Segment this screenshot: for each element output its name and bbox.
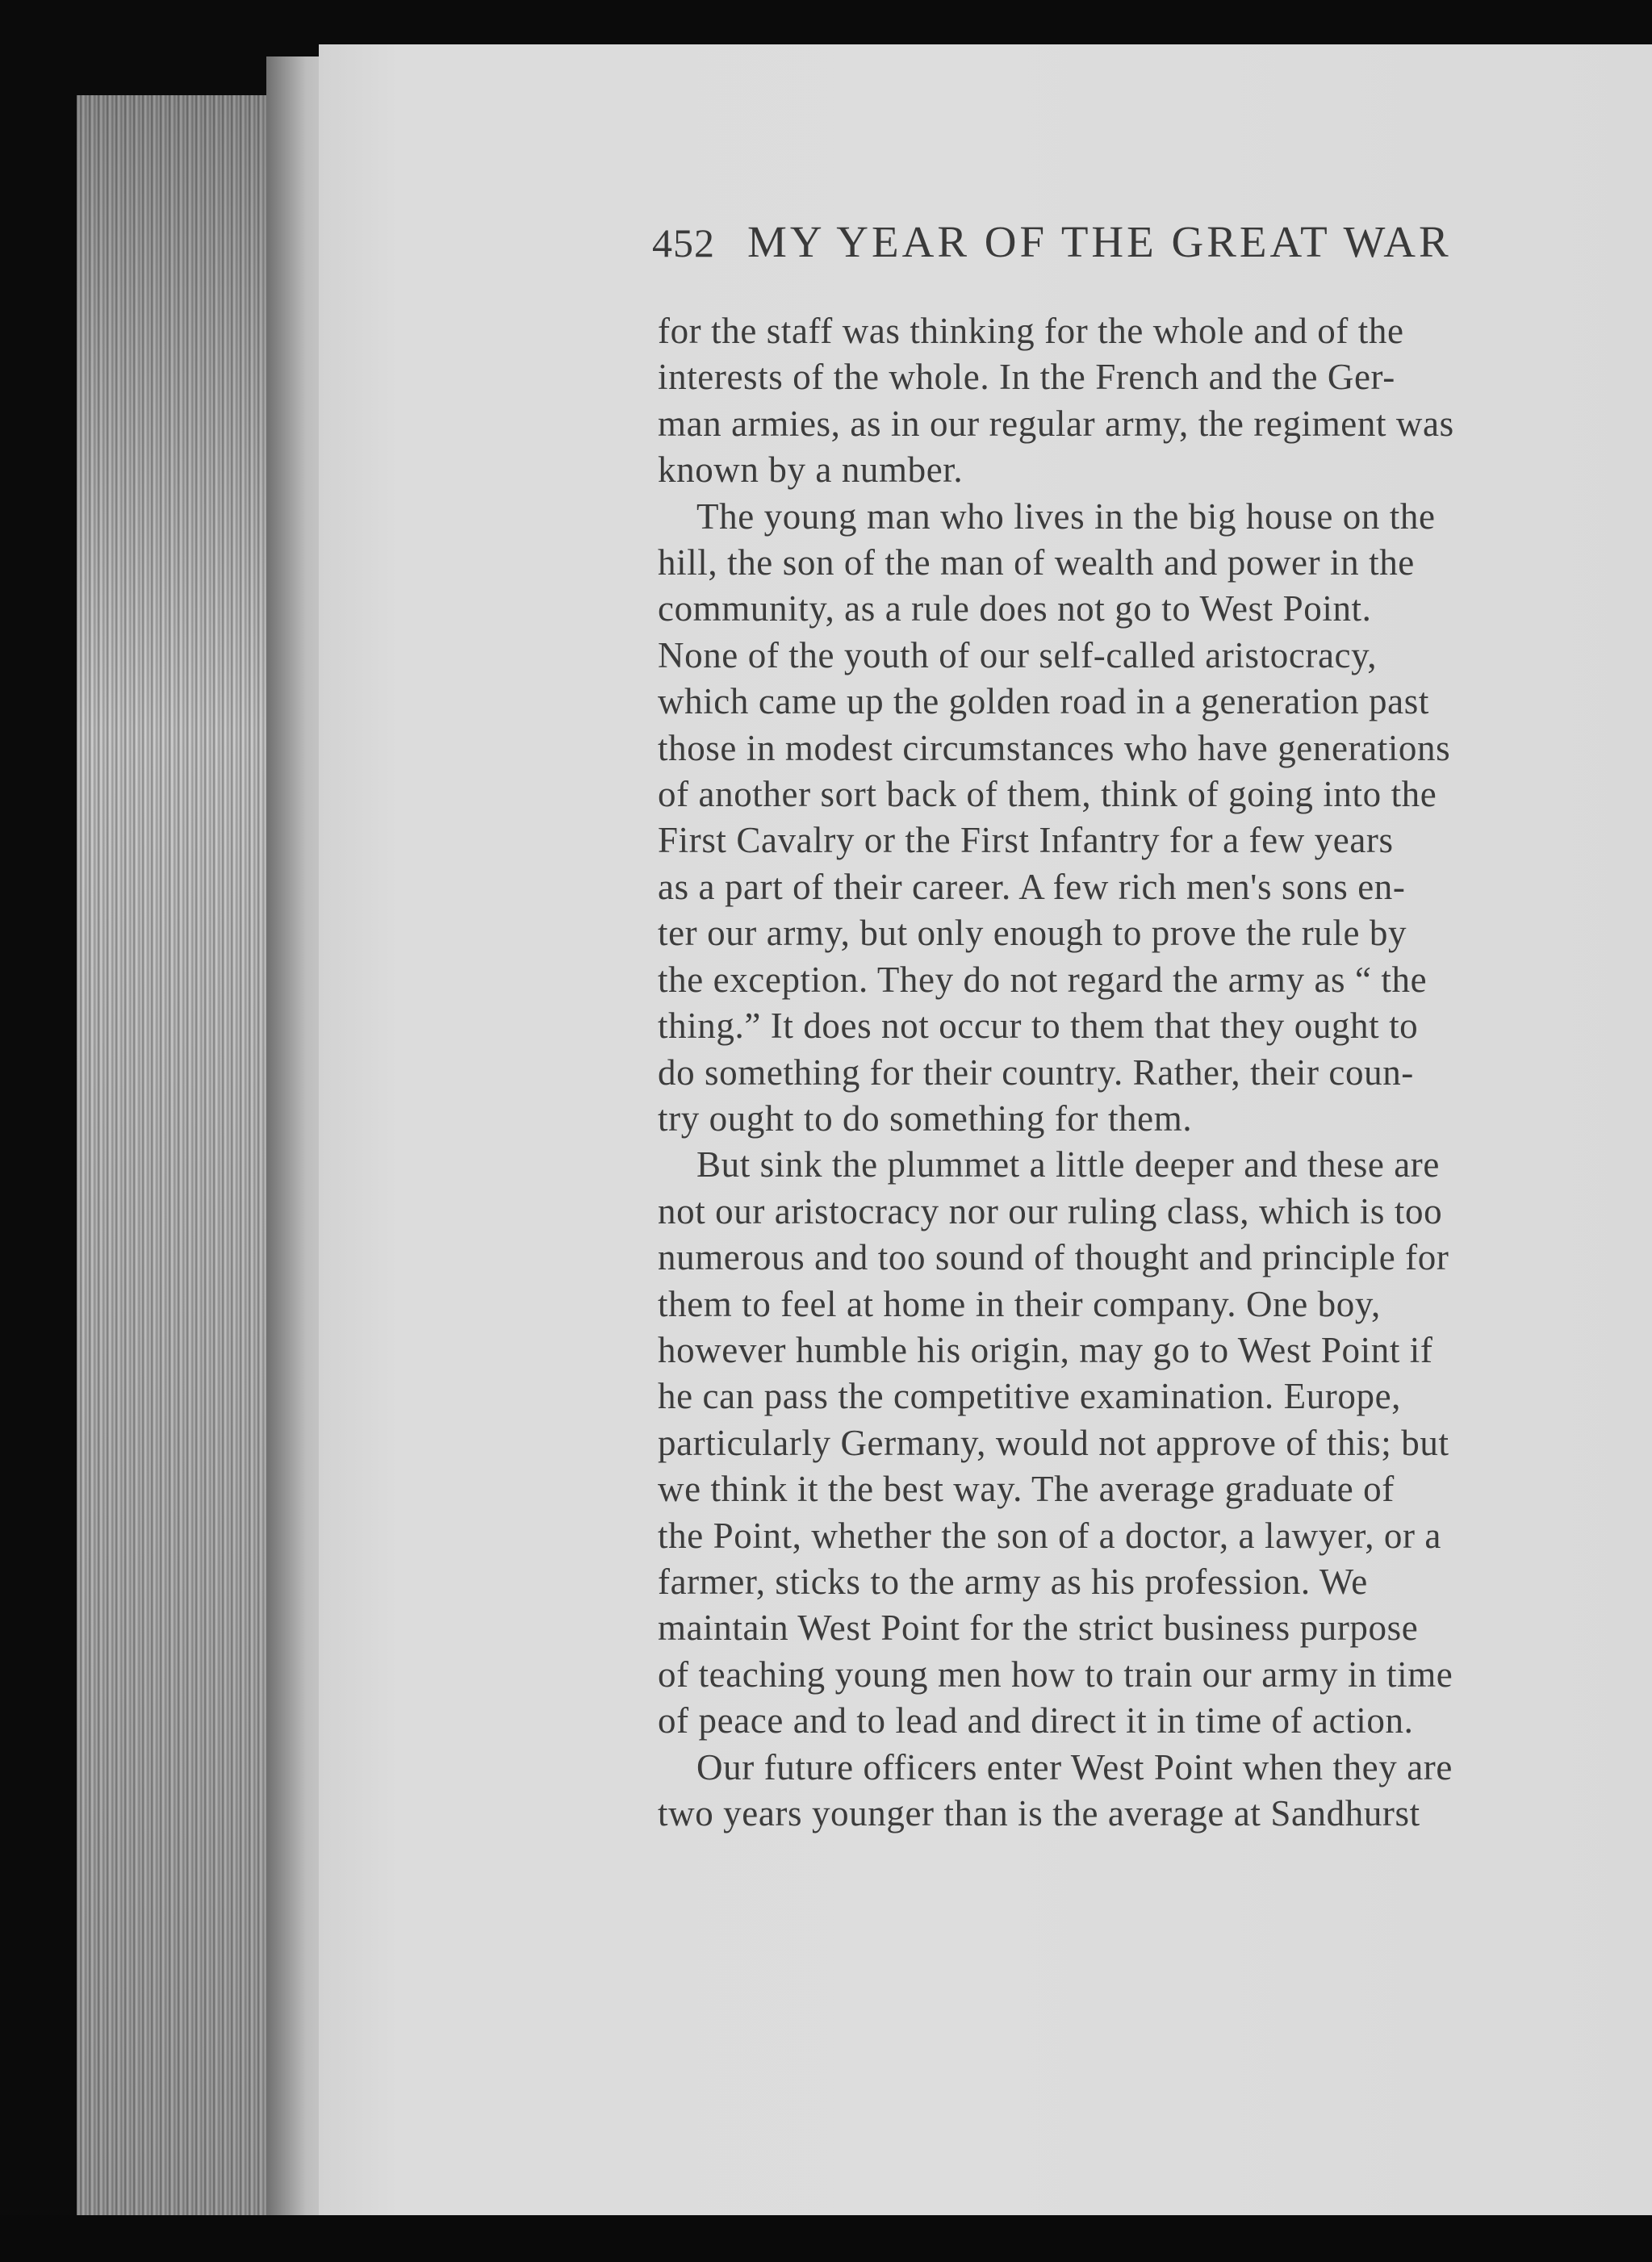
text-line: the exception. They do not regard the army as “ the (658, 959, 1428, 1000)
text-line: First Cavalry or the First Infantry for a few years (658, 820, 1394, 861)
text-line: of teaching young men how to train our army in time (658, 1654, 1453, 1695)
text-line: known by a number. (658, 449, 964, 491)
text-line: however humble his origin, may go to West Point if (658, 1329, 1433, 1370)
text-line: two years younger than is the average at Sandhurst (658, 1793, 1420, 1833)
text-line: the Point, whether the son of a doctor, a lawyer, or a (658, 1515, 1442, 1556)
text-line: which came up the golden road in a generation past (658, 681, 1429, 722)
text-line: try ought to do something for them. (658, 1098, 1193, 1139)
text-line: for the staff was thinking for the whole and of the (658, 311, 1404, 351)
text-line: The young man who lives in the big house on the (696, 495, 1436, 537)
text-line: thing.” It does not occur to them that they ought to (658, 1006, 1419, 1047)
text-line: hill, the son of the man of wealth and power in the (658, 542, 1415, 583)
running-head (652, 216, 1588, 267)
text-line: of another sort back of them, think of going into the (658, 774, 1437, 815)
text-line: interests of the whole. In the French and the Ger- (658, 357, 1395, 398)
text-line: do something for their country. Rather, their coun- (658, 1052, 1414, 1093)
text-line: numerous and too sound of thought and principle for (658, 1237, 1449, 1278)
text-line: But sink the plummet a little deeper and these are (696, 1144, 1440, 1185)
text-line: those in modest circumstances who have generations (658, 727, 1451, 768)
text-line: of peace and to lead and direct it in time of action. (658, 1700, 1414, 1741)
text-line: ter our army, but only enough to prove the rule by (658, 913, 1407, 954)
text-line: community, as a rule does not go to West Point. (658, 588, 1372, 629)
text-line: None of the youth of our self-called aristocracy, (658, 634, 1378, 675)
text-line: particularly Germany, would not approve of this; but (658, 1422, 1449, 1463)
text-line: farmer, sticks to the army as his profession. We (658, 1561, 1368, 1602)
text-line: maintain West Point for the strict business purpose (658, 1608, 1419, 1649)
page-number: 452 (652, 220, 715, 266)
text-line: man armies, as in our regular army, the regiment was (658, 403, 1454, 444)
text-line: he can pass the competitive examination. Europe, (658, 1376, 1401, 1417)
text-line: them to feel at home in their company. One boy, (658, 1283, 1381, 1324)
text-line: as a part of their career. A few rich men's sons en- (658, 866, 1406, 907)
bottom-border (0, 2215, 1652, 2262)
book-title: MY YEAR OF THE GREAT WAR (747, 217, 1452, 266)
text-line: we think it the best way. The average graduate of (658, 1469, 1395, 1510)
body-text (658, 308, 1646, 1837)
text-line: not our aristocracy nor our ruling class, which is too (658, 1190, 1443, 1231)
text-line: Our future officers enter West Point when they are (696, 1746, 1453, 1787)
